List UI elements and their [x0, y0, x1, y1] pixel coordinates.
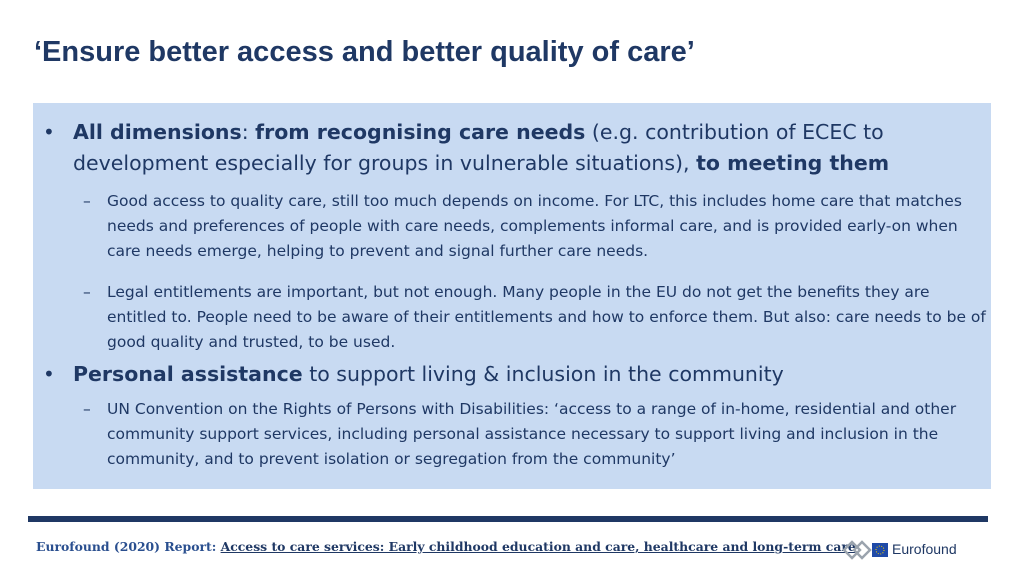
bullet-dot-icon: • — [43, 362, 55, 386]
dash-icon: – — [83, 192, 91, 210]
content-panel — [33, 103, 991, 489]
bullet-text: to support living & inclusion in the community — [302, 362, 784, 386]
sub-bullet-access — [83, 189, 987, 264]
bullet-personal-assistance — [43, 359, 973, 390]
eurofound-logo — [840, 536, 970, 564]
footer-divider — [28, 516, 988, 522]
bullet-bold-end: to meeting them — [696, 151, 890, 175]
report-link[interactable]: Access to care services: Early childhood education and care, healthcare and long-term care — [220, 539, 856, 554]
eurofound-logo-icon — [840, 536, 890, 564]
bullet-dot-icon: • — [43, 120, 55, 144]
logo-text: Eurofound — [892, 541, 957, 557]
footer-prefix: Eurofound (2020) Report: — [36, 539, 221, 554]
dash-icon: – — [83, 283, 91, 301]
sub-bullet-text: Legal entitlements are important, but not enough. Many people in the EU do not get the benefits they are entitled to. People need to be aware of their entitlements and how to enforce them. But also: care needs to be of good quality and trusted, to be used. — [107, 283, 986, 351]
colon-text: : — [241, 120, 256, 144]
slide-title: ‘Ensure better access and better quality of care’ — [34, 36, 695, 68]
sub-bullet-un-convention — [83, 397, 987, 472]
bullet-all-dimensions — [43, 117, 973, 179]
footer-citation — [36, 539, 856, 554]
bullet-bold-label: Personal assistance — [73, 362, 303, 386]
bullet-bold-label: All dimensions — [73, 120, 242, 144]
sub-bullet-text: UN Convention on the Rights of Persons with Disabilities: ‘access to a range of in-home, residential and other community support services, including personal assistance necessary to support living and inclusion in the community, and to prevent isolation or segregation from the community’ — [107, 400, 957, 468]
bullet-text: (e.g. contribution of ECEC to development especially for groups in vulnerable situations), — [73, 120, 884, 175]
sub-bullet-entitlements — [83, 280, 987, 355]
sub-bullet-text: Good access to quality care, still too much depends on income. For LTC, this includes home care that matches needs and preferences of people with care needs, complements informal care, and is provided early-on when care needs emerge, helping to prevent and signal further care needs. — [107, 192, 962, 260]
dash-icon: – — [83, 400, 91, 418]
bullet-bold-phrase: from recognising care needs — [255, 120, 586, 144]
